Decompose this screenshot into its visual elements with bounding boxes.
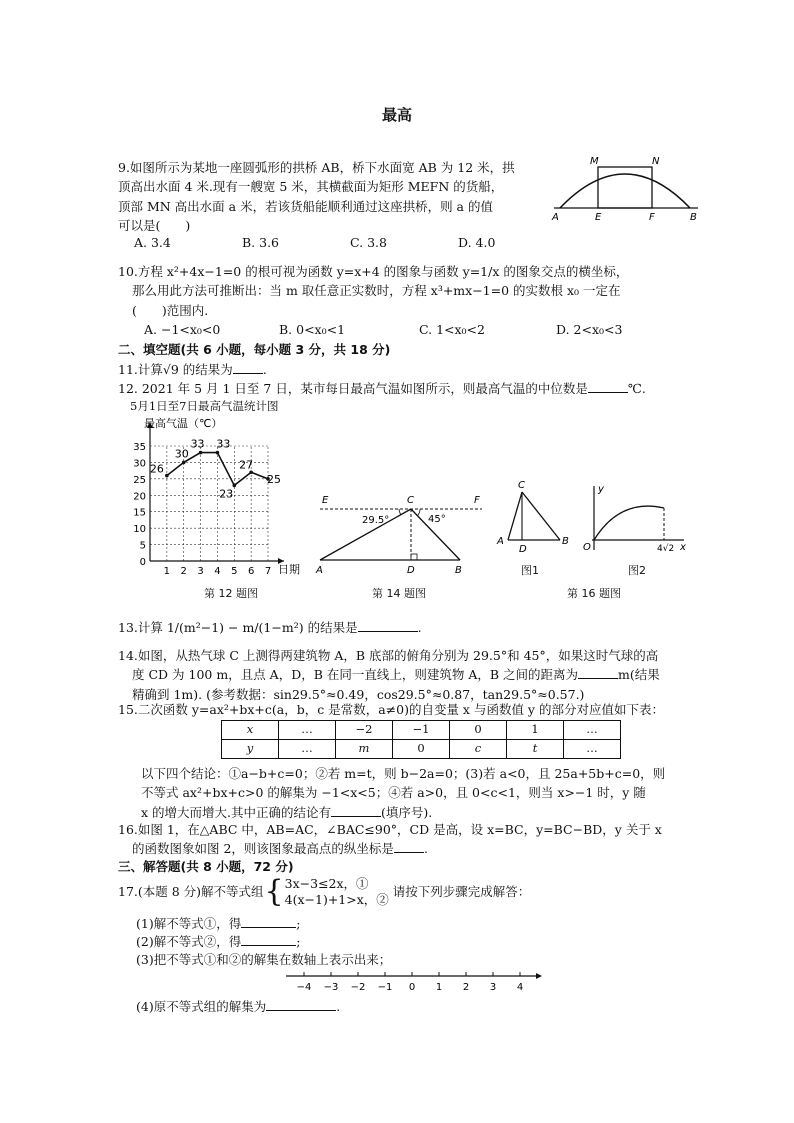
label-B: B — [455, 565, 462, 576]
q17-step1-text: (1)解不等式①，得 — [136, 916, 242, 931]
cell: … — [564, 740, 621, 759]
question-17 — [118, 873, 708, 909]
q9-line4: 可以是( ) — [118, 218, 191, 234]
side-CB — [522, 492, 560, 540]
label-F: F — [474, 495, 480, 506]
y-tick-label: 15 — [133, 507, 146, 519]
q16-end: . — [423, 841, 428, 857]
caption-14: 第 14 题图 — [372, 587, 426, 600]
data-label: 25 — [267, 472, 281, 486]
cell: m — [336, 740, 393, 759]
q9-options — [134, 233, 566, 252]
label-B: B — [562, 536, 569, 547]
q10-option-a[interactable]: A. −1<x₀<0 — [144, 322, 221, 337]
table-row-y — [222, 740, 621, 759]
question-11 — [118, 360, 698, 379]
q12-answer-blank[interactable] — [588, 380, 628, 393]
y-tick-label: 0 — [139, 557, 146, 568]
caption-16: 第 16 题图 — [567, 587, 621, 600]
x-tick-label: 2 — [180, 566, 187, 577]
data-label: 27 — [239, 458, 254, 472]
q14-line1: 14.如图，从热气球 C 上测得两建筑物 A，B 底部的俯角分别为 29.5°和 45°，如果这时气球的高 — [118, 648, 659, 663]
label-O: O — [583, 542, 591, 553]
q9-option-d[interactable]: D. 4.0 — [458, 235, 496, 250]
tick-4-root-2: 4√2 — [657, 544, 675, 554]
q17-step4-text: (4)原不等式组的解集为 — [136, 999, 267, 1014]
q15-line3-end: (填序号). — [381, 804, 433, 820]
caption-fig1: 图1 — [521, 564, 539, 577]
q13-text: 13.计算 1/(m²−1) − m/(1−m²) 的结果是 — [118, 620, 358, 635]
y-tick-label: 30 — [133, 458, 146, 470]
section-3-heading: 三、解答题(共 8 小题，72 分) — [118, 859, 294, 874]
question-10 — [118, 262, 708, 320]
bridge-figure — [550, 150, 710, 222]
q17-step2-blank[interactable] — [241, 933, 296, 946]
q14-line2: 度 CD 为 100 m，且点 A，D，B 在同一直线上，则建筑物 A，B 之间的距离为 — [132, 667, 579, 683]
data-point — [182, 461, 186, 465]
axis-tick-label: −2 — [350, 982, 366, 993]
q9-option-b[interactable]: B. 3.6 — [242, 235, 280, 250]
q16-line2: 的函数图象如图 2，则该图象最高点的纵坐标是 — [132, 841, 394, 857]
right-angle-mark — [411, 554, 417, 560]
q10-option-d[interactable]: D. 2<x₀<3 — [556, 322, 623, 337]
cell: t — [507, 740, 564, 759]
q17-step4-blank[interactable] — [266, 998, 336, 1011]
axis-tick-label: 3 — [489, 982, 497, 993]
q17-step2: (2)解不等式②，得 ; — [136, 934, 301, 949]
number-line — [282, 968, 542, 994]
cell: c — [450, 740, 507, 759]
q9-option-a[interactable]: A. 3.4 — [134, 235, 171, 250]
q17-prefix: 17.(本题 8 分)解不等式组 — [118, 883, 264, 899]
label-E: E — [322, 495, 329, 506]
q15-value-table — [221, 720, 621, 759]
cell: … — [564, 721, 621, 740]
cell: −1 — [393, 721, 450, 740]
q17-step4: (4)原不等式组的解集为 . — [136, 999, 341, 1014]
q14-answer-blank[interactable] — [578, 666, 618, 679]
question-14 — [118, 646, 718, 704]
q17-ineq1: 3x−3≤2x，① — [284, 876, 369, 891]
table-row-x — [222, 721, 621, 740]
y-tick-label: 20 — [133, 491, 146, 503]
q15-intro: 15.二次函数 y=ax²+bx+c(a，b，c 是常数，a≠0)的自变量 x 与函数值 y 的部分对应值如下表： — [118, 702, 664, 717]
y-tick-label: 5 — [139, 540, 146, 552]
label-A: A — [497, 536, 504, 547]
chart-title: 5月1日至7日最高气温统计图 — [130, 399, 279, 413]
label-D: D — [407, 565, 415, 576]
q9-line3: 顶部 MN 高出水面 a 米，若该货船能顺利通过这座拱桥，则 a 的值 — [118, 198, 493, 214]
question-12 — [118, 379, 718, 398]
cell: … — [279, 740, 336, 759]
label-C: C — [518, 480, 525, 491]
label-F: F — [649, 212, 655, 222]
figure-16-2 — [580, 480, 690, 560]
cell: 1 — [507, 721, 564, 740]
cell: 0 — [393, 740, 450, 759]
x-tick-label: 3 — [197, 566, 204, 577]
x-tick-label: 5 — [231, 566, 238, 577]
q9-line1: 9.如图所示为某地一座圆弧形的拱桥 AB，桥下水面宽 AB 为 12 米，拱 — [118, 160, 515, 175]
cell: −2 — [336, 721, 393, 740]
axis-tick-label: 4 — [516, 982, 524, 993]
label-y: y — [598, 484, 604, 495]
y-tick-label: 35 — [133, 442, 146, 453]
q11-text: 11.计算√9 的结果为 — [118, 362, 233, 377]
q15-line2: 不等式 ax²+bx+c>0 的解集为 −1<x<5；④若 a>0，且 0<c<1，则当 x>−1 时，y 随 — [141, 785, 646, 801]
axis-tick-label: −4 — [296, 982, 312, 993]
q14-line2-end: m(结果 — [618, 667, 660, 683]
q15-line1: 以下四个结论：①a−b+c=0；②若 m=t，则 b−2a=0；(3)若 a<0，且 25a+5b+c=0，则 — [141, 766, 666, 781]
q17-step1-blank[interactable] — [241, 915, 296, 928]
q16-line1: 16.如图 1，在△ABC 中，AB=AC，∠BAC≤90°，CD 是高，设 x=BC，y=BC−BD，y 关于 x — [118, 822, 662, 837]
axis-tick-label: −3 — [323, 982, 339, 993]
page-title: 最高 — [381, 106, 412, 124]
q17-step3: (3)把不等式①和②的解集在数轴上表示出来； — [136, 952, 392, 967]
axis-tick-label: 2 — [462, 982, 470, 993]
cell: y — [222, 740, 279, 759]
section-2-heading: 二、填空题(共 6 小题，每小题 3 分，共 18 分) — [118, 342, 391, 357]
question-15-body — [141, 764, 701, 822]
label-A: A — [552, 212, 559, 222]
q10-line1: 10.方程 x²+4x−1=0 的根可视为函数 y=x+4 的图象与函数 y=1/x 的图象交点的横坐标， — [118, 264, 629, 279]
q15-line3: x 的增大而增大.其中正确的结论有 — [141, 804, 331, 820]
x-tick-label: 6 — [247, 566, 255, 577]
function-curve — [594, 506, 664, 540]
angle-29-5: 29.5° — [362, 515, 390, 526]
label-D: D — [519, 544, 527, 555]
label-C: C — [407, 495, 414, 506]
cell: x — [222, 721, 279, 740]
q12-text: 12. 2021 年 5 月 1 日至 7 日，某市每日最高气温如图所示，则最高气温的中位数是 — [118, 381, 588, 396]
q13-answer-blank[interactable] — [358, 619, 418, 632]
cell: 0 — [450, 721, 507, 740]
y-tick-label: 25 — [133, 474, 146, 486]
data-label: 30 — [174, 447, 189, 461]
data-point — [165, 474, 169, 478]
q17-step1: (1)解不等式①，得 ; — [136, 916, 301, 931]
chart-ylabel: 最高气温（℃） — [144, 417, 223, 430]
temperature-chart — [128, 416, 318, 581]
bridge-arc — [560, 174, 690, 208]
label-M: M — [590, 156, 599, 167]
side-CA — [508, 492, 522, 540]
data-label: 23 — [219, 487, 234, 501]
q10-option-c[interactable]: C. 1<x₀<2 — [419, 322, 485, 337]
figure-16-1 — [494, 478, 574, 560]
chart-xlabel: 日期 — [278, 563, 300, 576]
q10-line3: ( )范围内. — [132, 302, 209, 318]
x-tick-label: 1 — [163, 566, 171, 577]
q9-line2: 顶高出水面 4 米.现有一艘宽 5 米，其横截面为矩形 MEFN 的货船， — [118, 179, 504, 195]
label-E: E — [595, 212, 602, 222]
q17-step2-text: (2)解不等式②，得 — [136, 934, 242, 949]
q11-answer-blank[interactable] — [233, 361, 263, 374]
label-x: x — [680, 542, 686, 553]
data-point — [199, 451, 203, 455]
x-tick-label: 7 — [264, 566, 272, 577]
boat-rect — [598, 167, 652, 208]
y-tick-label: 10 — [133, 524, 146, 536]
chart-marks — [150, 438, 281, 501]
chart-axes — [133, 422, 284, 577]
figure-14 — [314, 488, 494, 578]
data-label: 33 — [190, 437, 205, 451]
label-N: N — [652, 156, 660, 167]
label-B: B — [690, 212, 697, 222]
q15-answer-blank[interactable] — [331, 804, 381, 817]
caption-12: 第 12 题图 — [204, 587, 258, 600]
q12-end: ℃. — [627, 381, 646, 396]
q9-option-c[interactable]: C. 3.8 — [350, 235, 387, 250]
q10-options — [144, 320, 676, 339]
axis-tick-label: 0 — [408, 982, 416, 993]
axis-tick-label: −1 — [377, 982, 393, 993]
question-16 — [118, 820, 718, 859]
q17-ineq2: 4(x−1)+1>x，② — [284, 891, 389, 907]
brace: { — [264, 873, 284, 909]
question-13 — [118, 618, 698, 637]
data-point — [216, 451, 220, 455]
angle-45: 45° — [428, 514, 446, 525]
data-label: 33 — [216, 437, 231, 451]
caption-fig2: 图2 — [628, 564, 646, 577]
q10-line2: 那么用此方法可推断出：当 m 取任意正实数时，方程 x³+mx−1=0 的实数根 x₀ 一定在 — [132, 283, 621, 299]
q17-suffix: 请按下列步骤完成解答： — [392, 883, 531, 899]
data-label: 26 — [149, 462, 164, 476]
cell: … — [279, 721, 336, 740]
q11-end: . — [262, 362, 267, 377]
q16-answer-blank[interactable] — [394, 840, 424, 853]
x-tick-label: 4 — [214, 566, 221, 577]
axis-arrow — [536, 973, 542, 979]
axis-tick-label: 1 — [435, 982, 443, 993]
label-A: A — [316, 565, 323, 576]
q14-line3: 精确到 1m). (参考数据：sin29.5°≈0.49，cos29.5°≈0.87，tan29.5°≈0.57.) — [132, 686, 585, 702]
q10-option-b[interactable]: B. 0<x₀<1 — [279, 322, 346, 337]
q13-end: . — [417, 620, 422, 635]
